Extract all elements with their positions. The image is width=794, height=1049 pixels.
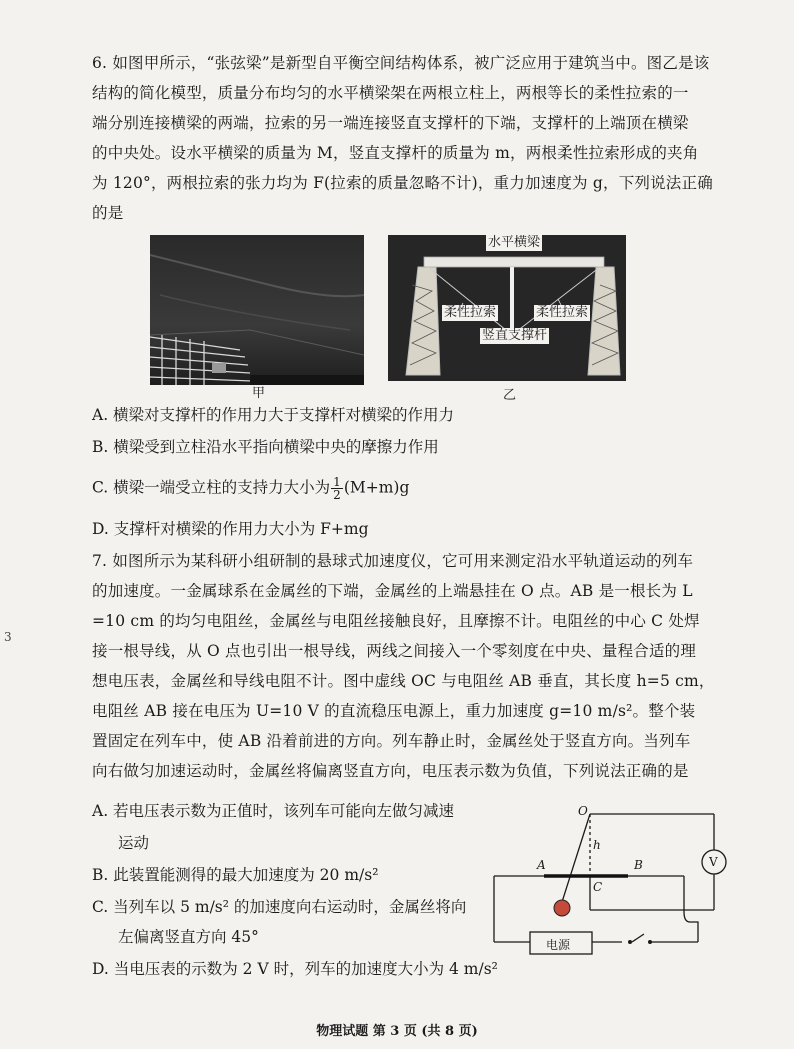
q7-line-3: =10 cm 的均匀电阻丝，金属丝与电阻丝接触良好，且摩擦不计。电阻丝的中心 C 处焊 <box>92 612 700 630</box>
q7-line-8: 向右做匀加速运动时，金属丝将偏离竖直方向，电压表示数为负值，下列说法正确的是 <box>92 762 689 780</box>
label-horizontal-beam: 水平横梁 <box>488 235 541 250</box>
label-power-source: 电源 <box>546 938 571 952</box>
q6-line-4: 的中央处。设水平横梁的质量为 M，竖直支撑杆的质量为 m，两根柔性拉索形成的夹角 <box>92 144 699 162</box>
label-cable-right: 柔性拉索 <box>536 305 589 320</box>
q7-line-1: 7. 如图所示为某科研小组研制的悬球式加速度仪，它可用来测定沿水平轨道运动的列车 <box>92 552 694 570</box>
figure-yi-diagram <box>388 235 626 381</box>
page-footer: 物理试题 第 3 页 (共 8 页) <box>316 1024 478 1039</box>
q6-line-3: 端分别连接横梁的两端，拉索的另一端连接竖直支撑杆的下端，支撑杆的上端顶在横梁 <box>92 114 689 132</box>
figure-yi-caption: 乙 <box>503 388 517 403</box>
margin-mark: 3 <box>4 630 12 644</box>
figure-jia-photo <box>150 235 364 385</box>
label-c: C <box>593 880 603 894</box>
q6-option-c <box>92 476 409 501</box>
fraction-denominator: 2 <box>333 488 341 502</box>
q7-option-c-line-1: C. 当列车以 5 m/s² 的加速度向右运动时，金属丝将向 <box>92 898 467 916</box>
label-cable-left: 柔性拉索 <box>444 305 497 320</box>
q7-line-7: 置固定在列车中，使 AB 沿着前进的方向。列车静止时，金属丝处于竖直方向。当列车 <box>92 732 691 750</box>
q6-option-c-suffix: (M+m)g <box>343 478 410 497</box>
q7-line-5: 想电压表，金属丝和导线电阻不计。图中虚线 OC 与电阻丝 AB 垂直，其长度 h=5 cm， <box>92 672 715 690</box>
label-b: B <box>634 858 643 872</box>
metal-ball <box>554 900 570 916</box>
fraction-numerator: 1 <box>333 475 341 489</box>
q7-line-2: 的加速度。一金属球系在金属丝的下端，金属丝的上端悬挂在 O 点。AB 是一根长为 L <box>92 582 693 600</box>
q7-line-4: 接一根导线，从 O 点也引出一根导线，两线之间接入一个零刻度在中央、量程合适的理 <box>92 642 697 660</box>
q6-option-c-prefix: C. 横梁一端受立柱的支持力大小为 <box>92 478 331 497</box>
q6-line-2: 结构的简化模型，质量分布均匀的水平横梁架在两根立柱上，两根等长的柔性拉索的一 <box>92 84 689 102</box>
q7-option-c-line-2: 左偏离竖直方向 45° <box>118 928 259 946</box>
q7-option-d: D. 当电压表的示数为 2 V 时，列车的加速度大小为 4 m/s² <box>92 960 498 978</box>
q6-option-d: D. 支撑杆对横梁的作用力大小为 F+mg <box>92 520 369 538</box>
horizontal-beam <box>424 257 604 267</box>
vertical-strut <box>510 267 514 335</box>
label-a: A <box>537 858 546 872</box>
fraction-one-half <box>331 476 343 501</box>
q7-option-a-line-1: A. 若电压表示数为正值时，该列车可能向左做匀减速 <box>92 802 455 820</box>
q7-line-6: 电阻丝 AB 接在电压为 U=10 V 的直流稳压电源上，重力加速度 g=10 m/s²。整个装 <box>92 702 696 720</box>
q6-line-6: 的是 <box>92 204 124 222</box>
circuit-diagram <box>490 800 730 970</box>
label-vertical-strut: 竖直支撑杆 <box>482 328 548 343</box>
figure-jia-caption: 甲 <box>252 386 266 401</box>
q6-line-1: 6. 如图甲所示，“张弦梁”是新型自平衡空间结构体系，被广泛应用于建筑当中。图乙是该 <box>92 54 710 72</box>
label-o: O <box>578 804 588 818</box>
metal-wire <box>562 814 590 902</box>
q6-line-5: 为 120°，两根拉索的张力均为 F(拉索的质量忽略不计)，重力加速度为 g，下列说法正确 <box>92 174 713 192</box>
label-voltmeter: V <box>709 855 718 869</box>
q6-option-a: A. 横梁对支撑杆的作用力大于支撑杆对横梁的作用力 <box>92 406 455 424</box>
q7-option-a-line-2: 运动 <box>118 834 150 852</box>
q6-option-b: B. 横梁受到立柱沿水平指向横梁中央的摩擦力作用 <box>92 438 439 456</box>
label-h: h <box>593 838 601 852</box>
q7-option-b: B. 此装置能测得的最大加速度为 20 m/s² <box>92 866 379 884</box>
